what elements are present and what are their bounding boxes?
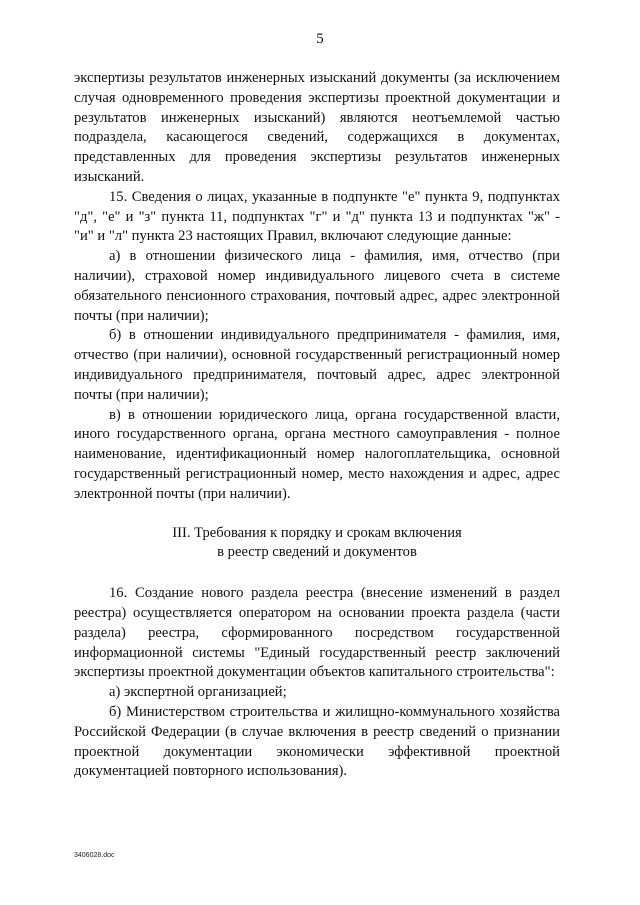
paragraph-16-b: б) Министерством строительства и жилищно-коммунального хозяйства Российской Федерации (в случае включения в реестр сведений о признании проектной документации экономически эффективной проектной документацией повторного использования). [74, 703, 560, 780]
document-filename: 3406028.doc [74, 852, 115, 859]
paragraph-15-b: б) в отношении индивидуального предпринимателя - фамилия, имя, отчество (при наличии), основной государственный регистрационный номер индивидуального предпринимателя, почтовый адрес, адрес электронной почты (при наличии); [74, 327, 560, 403]
section-title-line-1: III. Требования к порядку и срокам включения [172, 524, 462, 541]
paragraph-15: 15. Сведения о лицах, указанные в подпункте "е" пункта 9, подпунктах "д", "е" и "з" пункта 11, подпунктах "г" и "д" пункта 13 и подпунктах "ж" - "и" и "л" пункта 23 настоящих Правил, включают следующие данные: [74, 188, 560, 245]
paragraph-16-a: а) экспертной организацией; [109, 684, 287, 701]
document-body [74, 69, 560, 782]
paragraph-16: 16. Создание нового раздела реестра (внесение изменений в раздел реестра) осуществляется оператором на основании проекта раздела (части раздела) реестра, сформированного посредством государственной информационной системы "Единый государственный реестр заключений экспертизы проектной документации объектов капитального строительства": [74, 585, 560, 681]
paragraph-15-a: а) в отношении физического лица - фамилия, имя, отчество (при наличии), страховой номер индивидуального лицевого счета в системе обязательного пенсионного страхования, почтовый адрес, адрес электронной почты (при наличии); [74, 248, 560, 324]
paragraph-continuation: экспертизы результатов инженерных изысканий документы (за исключением случая одновременного проведения экспертизы проектной документации и результатов инженерных изысканий) являются неотъемлемой частью подраздела, касающегося сведений, содержащихся в документах, представленных для проведения экспертизы результатов инженерных изысканий. [74, 70, 560, 185]
section-title-line-2: в реестр сведений и документов [217, 544, 417, 561]
page-number: 5 [316, 31, 324, 47]
section-title [74, 524, 560, 564]
paragraph-15-v: в) в отношении юридического лица, органа государственной власти, иного государственного органа, органа местного самоуправления - полное наименование, идентификационный номер налогоплательщика, основной государственный регистрационный номер, место нахождения и адрес, адрес электронной почты (при наличии). [74, 406, 560, 502]
